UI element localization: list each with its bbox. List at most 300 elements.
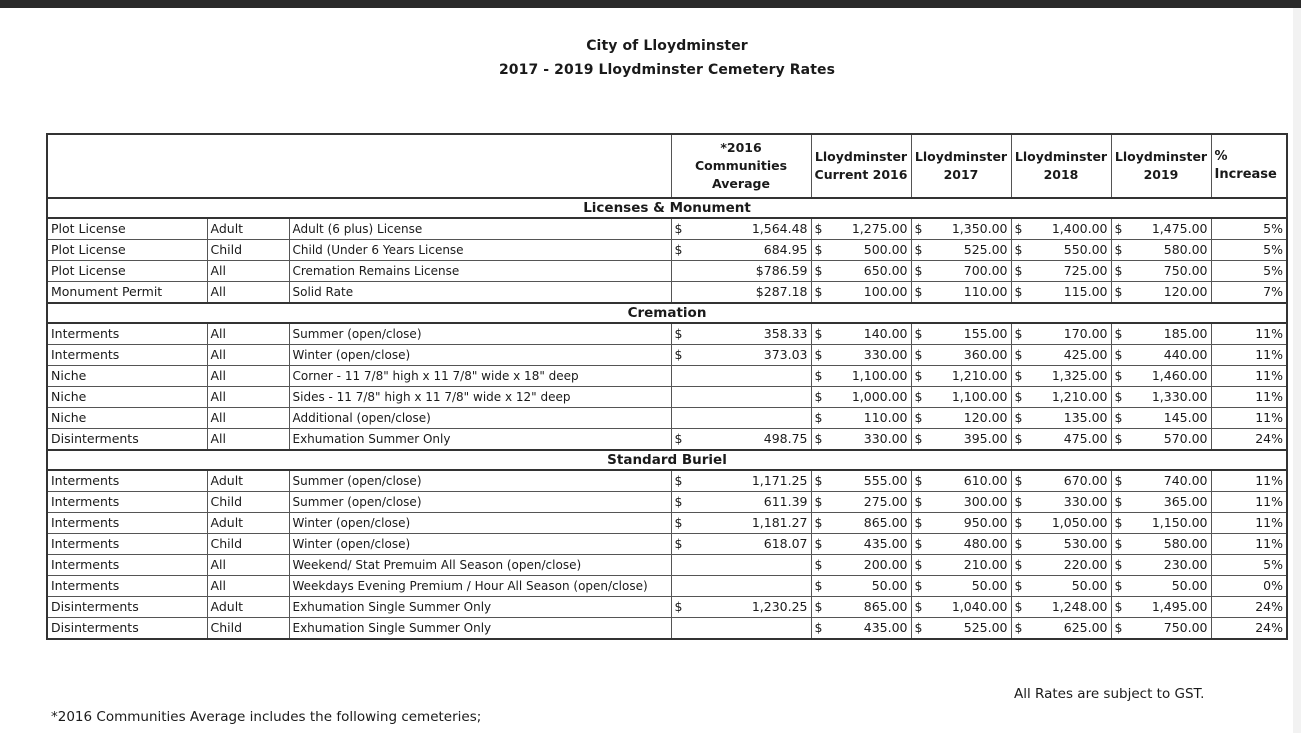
money-cell: [1015, 555, 1108, 575]
rate-cell-y2019: [1111, 408, 1211, 429]
fee-type: Plot License: [47, 240, 207, 261]
percent-increase-cell: 5%: [1211, 218, 1287, 240]
money-cell: [1015, 219, 1108, 239]
rate-cell-cur: [811, 218, 911, 240]
fee-description: Additional (open/close): [289, 408, 671, 429]
table-row: [47, 345, 1287, 366]
percent-increase-cell: 11%: [1211, 408, 1287, 429]
fee-group: Child: [207, 534, 289, 555]
header-percent-increase: % Increase: [1211, 134, 1287, 198]
money-cell: [815, 345, 908, 365]
money-cell: [1015, 282, 1108, 302]
rate-cell-y2017: [911, 345, 1011, 366]
rate-cell-y2018: [1011, 345, 1111, 366]
percent-increase-cell: 11%: [1211, 492, 1287, 513]
fee-type: Plot License: [47, 218, 207, 240]
currency-sign: $: [1014, 368, 1023, 383]
money-cell: [1115, 429, 1208, 449]
percent-increase-cell: 24%: [1211, 429, 1287, 451]
rate-cell-y2018: [1011, 470, 1111, 492]
rate-value: 1,050.00: [1051, 515, 1108, 530]
rate-value: 650.00: [863, 263, 908, 278]
money-cell: [1015, 492, 1108, 512]
money-cell: [1015, 366, 1108, 386]
rate-cell-cur: [811, 597, 911, 618]
fee-group: All: [207, 387, 289, 408]
rate-value: 1,325.00: [1051, 368, 1108, 383]
fee-group: All: [207, 555, 289, 576]
currency-sign: $: [1014, 389, 1023, 404]
percent-increase-cell: 24%: [1211, 597, 1287, 618]
section-title: Cremation: [47, 303, 1287, 323]
rate-value: 50.00: [1171, 578, 1208, 593]
money-cell: [1015, 240, 1108, 260]
currency-sign: $: [814, 347, 823, 362]
money-cell: [915, 261, 1008, 281]
communities-average-cell: [671, 534, 811, 555]
rate-value: 170.00: [1063, 326, 1108, 341]
rate-cell-cur: [811, 282, 911, 304]
money-cell: [815, 618, 908, 638]
rate-cell-cur: [811, 618, 911, 640]
currency-sign: $: [914, 620, 923, 635]
fee-description: Child (Under 6 Years License: [289, 240, 671, 261]
rate-cell-y2018: [1011, 429, 1111, 451]
currency-sign: $: [914, 599, 923, 614]
rate-value: 1,330.00: [1151, 389, 1208, 404]
fee-group: Child: [207, 492, 289, 513]
currency-sign: $: [814, 326, 823, 341]
currency-sign: $: [814, 599, 823, 614]
fee-type: Interments: [47, 534, 207, 555]
fee-description: Winter (open/close): [289, 513, 671, 534]
fee-group: All: [207, 323, 289, 345]
rate-cell-y2019: [1111, 240, 1211, 261]
currency-sign: $: [814, 536, 823, 551]
header-current-2016: Lloydminster Current 2016: [811, 134, 911, 198]
fee-group: All: [207, 345, 289, 366]
rate-value: 50.00: [871, 578, 908, 593]
fee-type: Niche: [47, 387, 207, 408]
currency-sign: $: [814, 242, 823, 257]
currency-sign: $: [814, 494, 823, 509]
percent-increase-cell: 11%: [1211, 470, 1287, 492]
currency-sign: $: [1114, 389, 1123, 404]
rate-value: 1,248.00: [1051, 599, 1108, 614]
rate-value: 725.00: [1063, 263, 1108, 278]
fee-type: Interments: [47, 323, 207, 345]
money-cell: [1115, 576, 1208, 596]
rate-cell-y2017: [911, 534, 1011, 555]
money-cell: [915, 513, 1008, 533]
rate-cell-cur: [811, 534, 911, 555]
money-cell: [815, 597, 908, 617]
money-cell: [815, 576, 908, 596]
currency-sign: $: [1014, 347, 1023, 362]
currency-sign: $: [814, 263, 823, 278]
footnote: *2016 Communities Average includes the following cemeteries;: [51, 709, 482, 725]
fee-description: Adult (6 plus) License: [289, 218, 671, 240]
currency-sign: $: [1014, 410, 1023, 425]
fee-type: Interments: [47, 492, 207, 513]
rate-cell-y2017: [911, 618, 1011, 640]
money-cell: [675, 282, 808, 302]
currency-sign: $: [1114, 515, 1123, 530]
rate-cell-y2019: [1111, 597, 1211, 618]
currency-sign: $: [1114, 347, 1123, 362]
rate-value: 120.00: [963, 410, 1008, 425]
rate-value: 1,100.00: [851, 368, 908, 383]
currency-sign: $: [814, 515, 823, 530]
communities-average-cell: [671, 513, 811, 534]
percent-increase-cell: 7%: [1211, 282, 1287, 304]
rate-cell-y2017: [911, 261, 1011, 282]
money-cell: [1115, 555, 1208, 575]
rate-value: 300.00: [963, 494, 1008, 509]
rate-cell-cur: [811, 366, 911, 387]
currency-sign: $: [1114, 473, 1123, 488]
currency-sign: $: [674, 494, 683, 509]
money-cell: [675, 261, 808, 281]
currency-sign: $: [914, 578, 923, 593]
fee-type: Disinterments: [47, 618, 207, 640]
communities-average-value: 1,230.25: [751, 599, 808, 614]
rate-cell-y2018: [1011, 323, 1111, 345]
fee-type: Monument Permit: [47, 282, 207, 304]
communities-average-cell: [671, 576, 811, 597]
table-row: [47, 597, 1287, 618]
money-cell: [1115, 261, 1208, 281]
rate-value: 360.00: [963, 347, 1008, 362]
communities-average-cell: [671, 282, 811, 304]
rate-value: 425.00: [1063, 347, 1108, 362]
currency-sign: $: [914, 347, 923, 362]
rate-cell-cur: [811, 261, 911, 282]
fee-group: All: [207, 576, 289, 597]
currency-sign: $: [1114, 221, 1123, 236]
currency-sign: $: [674, 242, 683, 257]
fee-type: Niche: [47, 366, 207, 387]
section-title: Licenses & Monument: [47, 198, 1287, 218]
rate-cell-cur: [811, 408, 911, 429]
table-row: [47, 470, 1287, 492]
currency-sign: $: [1014, 494, 1023, 509]
fee-group: Adult: [207, 513, 289, 534]
currency-sign: $: [674, 347, 683, 362]
money-cell: [915, 492, 1008, 512]
rate-cell-y2018: [1011, 366, 1111, 387]
table-row: [47, 218, 1287, 240]
rate-value: 580.00: [1163, 242, 1208, 257]
money-cell: [915, 555, 1008, 575]
rate-value: 550.00: [1063, 242, 1108, 257]
currency-sign: $: [1014, 242, 1023, 257]
fee-description: Winter (open/close): [289, 345, 671, 366]
money-cell: [675, 429, 808, 449]
header-2018: Lloydminster 2018: [1011, 134, 1111, 198]
money-cell: [1015, 597, 1108, 617]
currency-sign: $: [814, 473, 823, 488]
rate-value: 330.00: [863, 347, 908, 362]
rate-cell-y2018: [1011, 534, 1111, 555]
money-cell: [815, 324, 908, 344]
rate-cell-y2019: [1111, 429, 1211, 451]
currency-sign: $: [1114, 536, 1123, 551]
rate-cell-cur: [811, 429, 911, 451]
table-row: [47, 366, 1287, 387]
communities-average-value: 611.39: [763, 494, 808, 509]
money-cell: [1115, 597, 1208, 617]
money-cell: [915, 345, 1008, 365]
section-row: [47, 450, 1287, 470]
rates-table-container: [46, 133, 1288, 640]
currency-sign: $: [914, 473, 923, 488]
rate-cell-y2018: [1011, 492, 1111, 513]
currency-sign: $: [1114, 494, 1123, 509]
money-cell: [815, 471, 908, 491]
document-subtitle: 2017 - 2019 Lloydminster Cemetery Rates: [498, 62, 836, 78]
communities-average-value: 498.75: [763, 431, 808, 446]
rate-value: 1,275.00: [851, 221, 908, 236]
currency-sign: $: [914, 515, 923, 530]
table-row: [47, 618, 1287, 640]
money-cell: [1115, 366, 1208, 386]
percent-increase-cell: 0%: [1211, 576, 1287, 597]
fee-description: Weekend/ Stat Premuim All Season (open/close): [289, 555, 671, 576]
rate-cell-y2017: [911, 366, 1011, 387]
rate-cell-y2017: [911, 576, 1011, 597]
fee-description: Summer (open/close): [289, 470, 671, 492]
currency-sign: $: [914, 368, 923, 383]
fee-group: All: [207, 261, 289, 282]
rate-value: 395.00: [963, 431, 1008, 446]
rate-value: 1,495.00: [1151, 599, 1208, 614]
rate-value: 865.00: [863, 599, 908, 614]
gst-note: All Rates are subject to GST.: [1014, 686, 1205, 702]
percent-increase-cell: 24%: [1211, 618, 1287, 640]
currency-sign: $: [1114, 263, 1123, 278]
currency-sign: $: [674, 536, 683, 551]
fee-description: Exhumation Summer Only: [289, 429, 671, 451]
currency-sign: $: [1114, 431, 1123, 446]
rate-value: 115.00: [1063, 284, 1108, 299]
rate-cell-y2019: [1111, 492, 1211, 513]
money-cell: [915, 576, 1008, 596]
rate-cell-cur: [811, 240, 911, 261]
currency-sign: $: [1014, 536, 1023, 551]
money-cell: [675, 240, 808, 260]
fee-type: Disinterments: [47, 597, 207, 618]
rate-cell-cur: [811, 323, 911, 345]
communities-average-cell: [671, 218, 811, 240]
money-cell: [915, 240, 1008, 260]
communities-average-value: 1,181.27: [751, 515, 808, 530]
currency-sign: $: [674, 431, 683, 446]
money-cell: [1115, 513, 1208, 533]
percent-increase-cell: 11%: [1211, 534, 1287, 555]
money-cell: [1115, 618, 1208, 638]
currency-sign: $: [674, 515, 683, 530]
money-cell: [815, 366, 908, 386]
money-cell: [915, 618, 1008, 638]
rate-cell-y2018: [1011, 576, 1111, 597]
currency-sign: $: [914, 242, 923, 257]
currency-sign: $: [814, 578, 823, 593]
rate-cell-y2018: [1011, 597, 1111, 618]
communities-average-cell: [671, 618, 811, 640]
communities-average-cell: [671, 345, 811, 366]
money-cell: [815, 219, 908, 239]
rate-value: 670.00: [1063, 473, 1108, 488]
rate-cell-cur: [811, 470, 911, 492]
table-row: [47, 534, 1287, 555]
currency-sign: $: [1014, 578, 1023, 593]
fee-type: Interments: [47, 345, 207, 366]
rate-cell-y2019: [1111, 618, 1211, 640]
percent-increase-cell: 11%: [1211, 366, 1287, 387]
communities-average-cell: [671, 597, 811, 618]
rate-cell-y2019: [1111, 534, 1211, 555]
rate-value: 580.00: [1163, 536, 1208, 551]
section-row: [47, 198, 1287, 218]
money-cell: [1015, 324, 1108, 344]
fee-type: Interments: [47, 576, 207, 597]
communities-average-cell: [671, 492, 811, 513]
header-communities-average: *2016 Communities Average: [671, 134, 811, 198]
table-row: [47, 387, 1287, 408]
money-cell: [915, 282, 1008, 302]
currency-sign: $: [674, 473, 683, 488]
money-cell: [675, 492, 808, 512]
rate-value: 230.00: [1163, 557, 1208, 572]
money-cell: [1015, 429, 1108, 449]
currency-sign: $: [1014, 284, 1023, 299]
communities-average-cell: [671, 240, 811, 261]
fee-description: Solid Rate: [289, 282, 671, 304]
money-cell: [915, 387, 1008, 407]
currency-sign: $: [914, 389, 923, 404]
communities-average-value: 1,564.48: [751, 221, 808, 236]
rate-cell-cur: [811, 555, 911, 576]
money-cell: [915, 471, 1008, 491]
table-row: [47, 513, 1287, 534]
currency-sign: $: [1014, 515, 1023, 530]
money-cell: [915, 597, 1008, 617]
currency-sign: $: [814, 620, 823, 635]
rate-value: 500.00: [863, 242, 908, 257]
rate-value: 440.00: [1163, 347, 1208, 362]
rate-cell-y2019: [1111, 366, 1211, 387]
fee-type: Interments: [47, 555, 207, 576]
rate-value: 435.00: [863, 536, 908, 551]
table-body: [47, 198, 1287, 639]
table-row: [47, 576, 1287, 597]
rate-value: 475.00: [1063, 431, 1108, 446]
document-title: City of Lloydminster: [586, 38, 748, 54]
rate-cell-y2019: [1111, 470, 1211, 492]
rate-cell-y2018: [1011, 555, 1111, 576]
fee-description: Exhumation Single Summer Only: [289, 618, 671, 640]
table-row: [47, 408, 1287, 429]
scan-right-edge: [1293, 8, 1301, 733]
rate-cell-cur: [811, 513, 911, 534]
money-cell: [1115, 471, 1208, 491]
rate-value: 120.00: [1163, 284, 1208, 299]
rate-cell-cur: [811, 387, 911, 408]
rate-value: 865.00: [863, 515, 908, 530]
rate-value: 140.00: [863, 326, 908, 341]
rate-cell-cur: [811, 492, 911, 513]
money-cell: [915, 324, 1008, 344]
rate-cell-y2017: [911, 387, 1011, 408]
section-row: [47, 303, 1287, 323]
fee-group: All: [207, 408, 289, 429]
percent-increase-cell: 11%: [1211, 387, 1287, 408]
fee-description: Cremation Remains License: [289, 261, 671, 282]
fee-group: Adult: [207, 470, 289, 492]
currency-sign: $: [674, 599, 683, 614]
fee-description: Corner - 11 7/8" high x 11 7/8" wide x 18" deep: [289, 366, 671, 387]
rate-value: 525.00: [963, 620, 1008, 635]
currency-sign: $: [914, 326, 923, 341]
money-cell: [1015, 534, 1108, 554]
rate-value: 200.00: [863, 557, 908, 572]
rate-value: 480.00: [963, 536, 1008, 551]
rate-cell-y2019: [1111, 218, 1211, 240]
money-cell: [1015, 513, 1108, 533]
currency-sign: $: [914, 284, 923, 299]
money-cell: [815, 240, 908, 260]
currency-sign: $: [1014, 620, 1023, 635]
rate-value: 1,400.00: [1051, 221, 1108, 236]
rate-value: 1,150.00: [1151, 515, 1208, 530]
scan-top-border: [0, 0, 1301, 8]
currency-sign: $: [1114, 284, 1123, 299]
currency-sign: $: [914, 494, 923, 509]
currency-sign: $: [814, 284, 823, 299]
money-cell: [1115, 387, 1208, 407]
rate-value: 1,350.00: [951, 221, 1008, 236]
money-cell: [815, 408, 908, 428]
rate-cell-cur: [811, 576, 911, 597]
money-cell: [915, 534, 1008, 554]
communities-average-cell: [671, 429, 811, 451]
money-cell: [815, 555, 908, 575]
rate-cell-y2019: [1111, 261, 1211, 282]
currency-sign: $: [1114, 620, 1123, 635]
money-cell: [1015, 471, 1108, 491]
currency-sign: $: [674, 221, 683, 236]
communities-average-cell: [671, 470, 811, 492]
currency-sign: $: [1114, 599, 1123, 614]
section-title: Standard Buriel: [47, 450, 1287, 470]
rate-cell-y2018: [1011, 387, 1111, 408]
fee-group: Adult: [207, 218, 289, 240]
rate-cell-y2017: [911, 218, 1011, 240]
percent-increase-cell: 11%: [1211, 323, 1287, 345]
money-cell: [1115, 345, 1208, 365]
rate-value: 740.00: [1163, 473, 1208, 488]
money-cell: [815, 429, 908, 449]
rate-value: 110.00: [863, 410, 908, 425]
currency-sign: $: [1014, 326, 1023, 341]
money-cell: [1015, 576, 1108, 596]
fee-description: Exhumation Single Summer Only: [289, 597, 671, 618]
money-cell: [1015, 408, 1108, 428]
percent-increase-cell: 11%: [1211, 345, 1287, 366]
money-cell: [675, 471, 808, 491]
rate-cell-y2017: [911, 323, 1011, 345]
